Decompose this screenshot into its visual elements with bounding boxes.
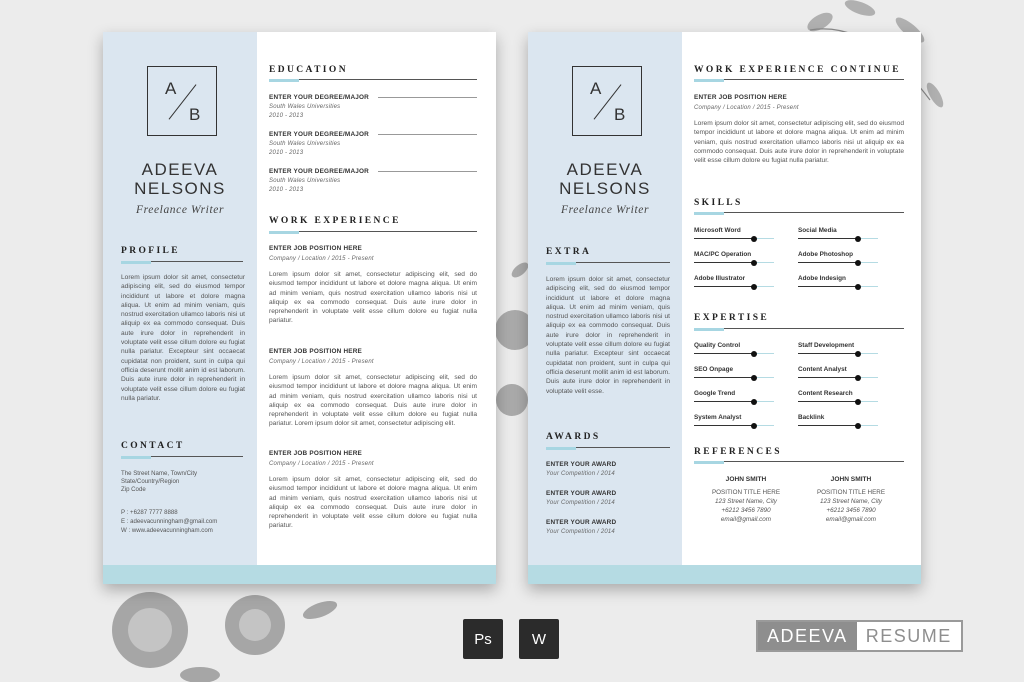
expertise-rule: [694, 328, 904, 329]
contact-email: E : adeevacunningham@gmail.com: [121, 518, 218, 525]
photoshop-icon: Ps: [463, 619, 503, 659]
skill-bar-fill: [694, 286, 754, 287]
extra-text: Lorem ipsum dolor sit amet, consectetur adipiscing elit, sed do eiusmod tempor incididunt ut labore et dolore magna aliqua. Ut enim ad minim veniam, quis nostrud exercitation ullamco laboris nisi ut aliquip ex ea commodo consequat. Duis aute irure dolor in reprehenderit in voluptate velit esse cillum dolore eu fugiat nulla pariatur. Excepteur sint occaecat cupidatat non proident, sunt in culpa qui officia deserunt mollit anim id est laborum. Duis aute irure dolor in reprehenderit in voluptate velit esse.: [546, 276, 670, 395]
reference-address: 123 Street Name, City: [715, 498, 777, 505]
skill-level-dot: [855, 236, 861, 242]
award-meta: Your Competition / 2014: [546, 529, 615, 535]
job-title: ENTER JOB POSITION HERE: [269, 348, 363, 355]
monogram-initial-a: A: [590, 79, 602, 98]
reference-position: POSITION TITLE HERE: [816, 489, 886, 496]
skill-level-dot: [751, 260, 757, 266]
reference-name: JOHN SMITH: [830, 476, 872, 483]
skill-label: Adobe Photoshop: [798, 251, 854, 258]
skills-heading: SKILLS: [694, 198, 743, 208]
skill-label: MAC/PC Operation: [694, 251, 752, 258]
skill-level-dot: [751, 399, 757, 405]
reference-email: email@gmail.com: [720, 516, 772, 523]
contact-website: W : www.adeevacunningham.com: [121, 527, 213, 534]
skill-label: Adobe Illustrator: [694, 275, 746, 282]
last-name: NELSONS: [134, 179, 226, 198]
skill-bar-fill: [694, 262, 754, 263]
award-meta: Your Competition / 2014: [546, 471, 615, 477]
skill-level-dot: [751, 284, 757, 290]
skill-label: Backlink: [798, 414, 825, 421]
first-name: ADEEVA: [566, 160, 644, 179]
skill-label: Google Trend: [694, 390, 736, 397]
work-rule: [269, 231, 477, 232]
education-school: South Wales Universities: [269, 178, 341, 184]
monogram-initial-b: B: [189, 105, 201, 124]
awards-heading: AWARDS: [546, 432, 601, 442]
skill-bar: [694, 286, 774, 287]
education-degree: ENTER YOUR DEGREE/MAJOR: [269, 94, 370, 101]
education-years: 2010 - 2013: [269, 150, 304, 156]
job-description: Lorem ipsum dolor sit amet, consectetur adipiscing elit, sed do eiusmod tempor incididunt ut labore et dolore magna aliqua. Ut enim ad minim veniam, quis nostrud exercitation ullamco laboris nisi ut aliquip ex ea commodo consequat. Duis aute irure dolor in reprehenderit in voluptate velit esse cillum dolore eu fugiat nulla pariatur.: [269, 476, 477, 530]
references-accent: [694, 461, 724, 464]
education-rule: [269, 79, 477, 80]
award-meta: Your Competition / 2014: [546, 500, 615, 506]
skill-bar: [694, 377, 774, 378]
education-heading: EDUCATION: [269, 65, 348, 75]
reference-address: 123 Street Name, City: [820, 498, 882, 505]
job-description: Lorem ipsum dolor sit amet, consectetur adipiscing elit, sed do eiusmod tempor incididunt ut labore et dolore magna aliqua. Ut enim ad minim veniam, quis nostrud exercitation ullamco laboris nisi ut aliquip ex ea commodo consequat. Duis aute irure dolor in reprehenderit in voluptate velit esse cillum dolore eu fugiat nulla pariatur.: [269, 271, 477, 325]
education-years: 2010 - 2013: [269, 187, 304, 193]
extra-accent: [546, 262, 576, 265]
skill-level-dot: [751, 236, 757, 242]
job-meta: Company / Location / 2015 - Present: [269, 461, 374, 467]
skill-bar-fill: [798, 286, 858, 287]
job-description: Lorem ipsum dolor sit amet, consectetur adipiscing elit, sed do eiusmod tempor incididunt ut labore et dolore magna aliqua. Ut enim ad minim veniam, quis nostrud exercitation ullamco laboris nisi ut aliquip ex ea commodo consequat. Duis aute irure dolor in reprehenderit in voluptate velit esse cillum dolore eu fugiat nulla pariatur. Lorem ipsum dolor sit amet, consectetur adipiscing elit.: [269, 374, 477, 428]
monogram-initial-b: B: [614, 105, 626, 124]
award-title: ENTER YOUR AWARD: [546, 519, 617, 526]
skill-bar: [798, 425, 878, 426]
last-name: NELSONS: [559, 179, 651, 198]
profile-accent: [121, 261, 151, 264]
work-accent: [269, 231, 299, 234]
education-school: South Wales Universities: [269, 104, 341, 110]
skill-bar: [798, 377, 878, 378]
word-icon: W: [519, 619, 559, 659]
reference-position: POSITION TITLE HERE: [711, 489, 781, 496]
skill-level-dot: [855, 399, 861, 405]
award-title: ENTER YOUR AWARD: [546, 490, 617, 497]
references-heading: REFERENCES: [694, 447, 782, 457]
page-bottom-bar: [103, 565, 496, 584]
first-name: ADEEVA: [141, 160, 219, 179]
skill-level-dot: [855, 375, 861, 381]
flower-decoration-bottom-left: [90, 580, 350, 682]
work-experience-heading: WORK EXPERIENCE: [269, 216, 401, 226]
skill-label: Social Media: [798, 227, 837, 234]
skill-bar-fill: [798, 262, 858, 263]
skill-level-dot: [855, 423, 861, 429]
education-school: South Wales Universities: [269, 141, 341, 147]
job-description: Lorem ipsum dolor sit amet, consectetur adipiscing elit, sed do eiusmod tempor incididunt ut labore et dolore magna aliqua. Ut enim ad minim veniam, quis nostrud exercitation ullamco laboris nisi ut aliquip ex ea commodo consequat. Duis aute irure dolor in reprehenderit in voluptate velit esse cillum dolore eu fugiat nulla pariatur.: [694, 120, 904, 165]
expertise-heading: EXPERTISE: [694, 313, 770, 323]
skill-bar: [798, 286, 878, 287]
reference-email: email@gmail.com: [825, 516, 877, 523]
work-continue-accent: [694, 79, 724, 82]
extra-heading: EXTRA: [546, 247, 592, 257]
skill-bar-fill: [798, 377, 858, 378]
skill-label: Microsoft Word: [694, 227, 741, 234]
skill-level-dot: [751, 423, 757, 429]
skill-label: SEO Onpage: [694, 366, 734, 373]
job-title: ENTER JOB POSITION HERE: [269, 245, 363, 252]
education-divider: [378, 171, 477, 172]
contact-address-2: State/Country/Region: [121, 478, 180, 485]
skill-bar-fill: [798, 425, 858, 426]
skill-bar: [694, 238, 774, 239]
contact-address-3: Zip Code: [121, 486, 146, 493]
job-title: ENTER JOB POSITION HERE: [694, 94, 788, 101]
skill-bar-fill: [694, 238, 754, 239]
skill-bar: [798, 353, 878, 354]
skill-bar: [798, 401, 878, 402]
skill-bar: [694, 262, 774, 263]
expertise-accent: [694, 328, 724, 331]
profile-text: Lorem ipsum dolor sit amet, consectetur adipiscing elit, sed do eiusmod tempor incididunt ut labore et dolore magna aliqua. Ut enim ad minim veniam, quis nostrud exercitation ullamco laboris nisi ut aliquip ex ea commodo consequat. Duis aute irure dolor in reprehenderit in voluptate velit esse cillum dolore eu fugiat nulla pariatur. Excepteur sint occaecat cupidatat non proident, sunt in culpa qui officia deserunt mollit anim id est laborum. Duis aute irure dolor in reprehenderit in voluptate velit esse cillum dolore eu fugiat nulla pariatur.: [121, 274, 245, 402]
contact-phone: P : +6287 7777 8888: [121, 509, 178, 516]
award-title: ENTER YOUR AWARD: [546, 461, 617, 468]
education-years: 2010 - 2013: [269, 113, 304, 119]
contact-heading: CONTACT: [121, 441, 185, 451]
skill-label: Staff Development: [798, 342, 855, 349]
skill-bar: [694, 353, 774, 354]
skill-bar-fill: [798, 353, 858, 354]
skill-bar: [798, 238, 878, 239]
skill-bar-fill: [694, 377, 754, 378]
brand-logo: [756, 620, 963, 652]
monogram-logo: [147, 66, 217, 136]
skill-bar: [694, 425, 774, 426]
skills-accent: [694, 212, 724, 215]
resume-page-2: [528, 32, 921, 584]
reference-name: JOHN SMITH: [725, 476, 767, 483]
job-meta: Company / Location / 2015 - Present: [269, 256, 374, 262]
skill-level-dot: [751, 351, 757, 357]
contact-accent: [121, 456, 151, 459]
skill-bar-fill: [694, 401, 754, 402]
resume-page-1: [103, 32, 496, 584]
skill-level-dot: [855, 284, 861, 290]
education-divider: [378, 134, 477, 135]
skill-bar-fill: [798, 401, 858, 402]
role-title: Freelance Writer: [135, 204, 225, 216]
skill-label: System Analyst: [694, 414, 742, 421]
brand-left: ADEEVA: [758, 622, 857, 650]
awards-accent: [546, 447, 576, 450]
profile-heading: PROFILE: [121, 246, 181, 256]
work-experience-continue-heading: WORK EXPERIENCE CONTINUE: [694, 65, 901, 75]
monogram-logo: [572, 66, 642, 136]
skill-bar: [694, 401, 774, 402]
education-divider: [378, 97, 477, 98]
education-degree: ENTER YOUR DEGREE/MAJOR: [269, 168, 370, 175]
skill-bar-fill: [694, 353, 754, 354]
education-degree: ENTER YOUR DEGREE/MAJOR: [269, 131, 370, 138]
job-meta: Company / Location / 2015 - Present: [694, 105, 799, 111]
skill-level-dot: [751, 375, 757, 381]
work-continue-rule: [694, 79, 904, 80]
page-bottom-bar: [528, 565, 921, 584]
role-title: Freelance Writer: [560, 204, 650, 216]
education-accent: [269, 79, 299, 82]
skill-bar-fill: [694, 425, 754, 426]
skill-bar-fill: [798, 238, 858, 239]
skill-label: Content Analyst: [798, 366, 847, 373]
references-rule: [694, 461, 904, 462]
skill-bar: [798, 262, 878, 263]
skill-label: Quality Control: [694, 342, 741, 349]
reference-phone: +6212 3456 7890: [826, 507, 876, 514]
skill-label: Content Research: [798, 390, 853, 397]
monogram-initial-a: A: [165, 79, 177, 98]
reference-phone: +6212 3456 7890: [721, 507, 771, 514]
skill-label: Adobe Indesign: [798, 275, 846, 282]
contact-address-1: The Street Name, Town/City: [121, 470, 198, 477]
brand-right: RESUME: [857, 622, 961, 650]
skills-rule: [694, 212, 904, 213]
skill-level-dot: [855, 260, 861, 266]
job-title: ENTER JOB POSITION HERE: [269, 450, 363, 457]
skill-level-dot: [855, 351, 861, 357]
job-meta: Company / Location / 2015 - Present: [269, 359, 374, 365]
